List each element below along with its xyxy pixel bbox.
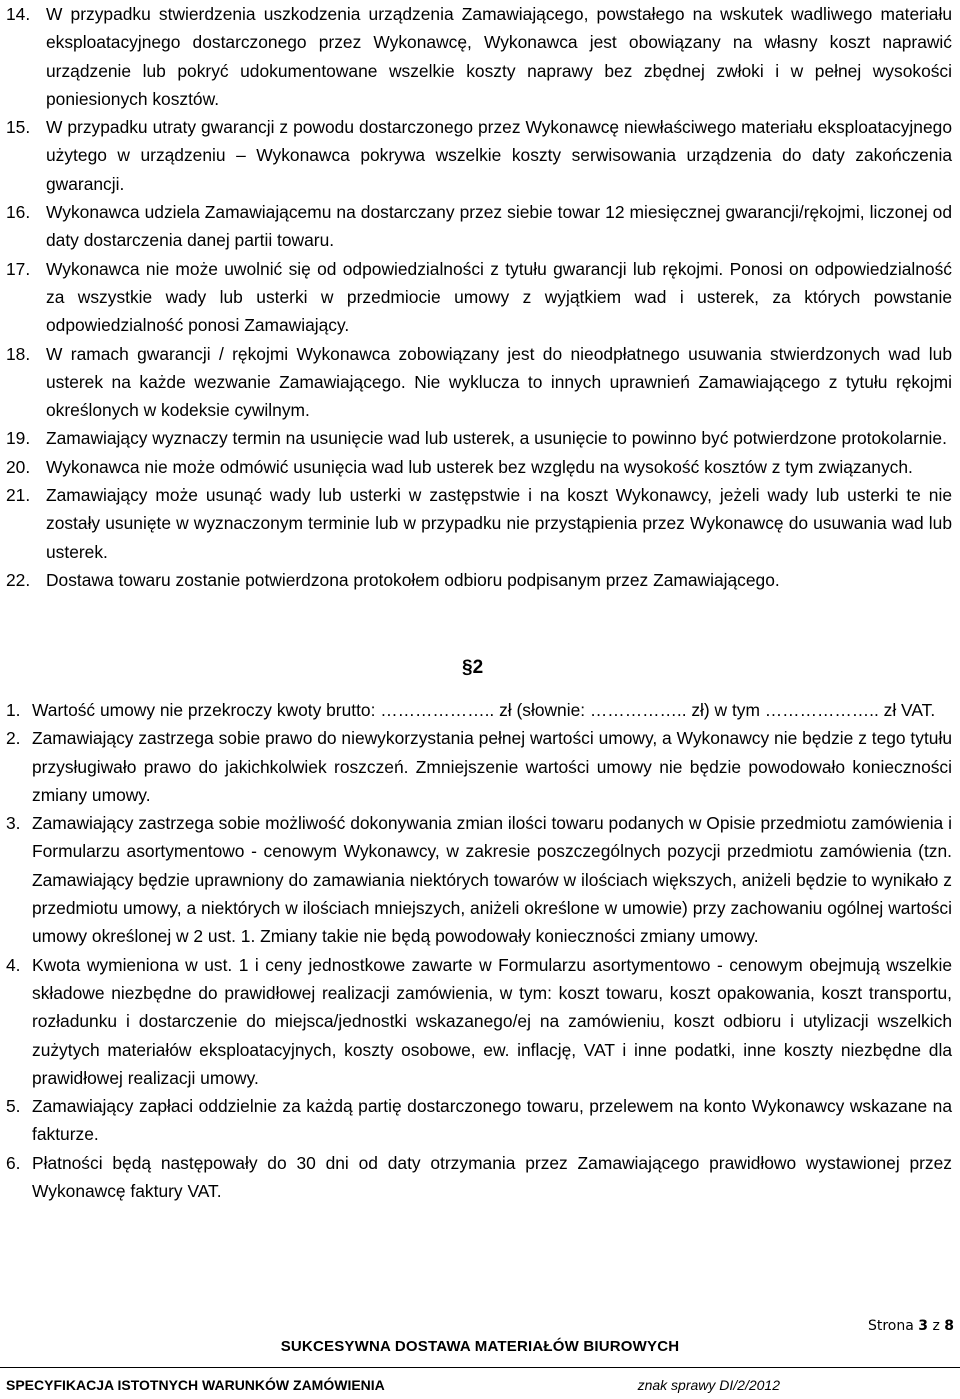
page-total: 8: [944, 1318, 954, 1334]
item-text: Wykonawca nie może uwolnić się od odpowiedzialności z tytułu gwarancji lub rękojmi. Ponosi on odpowiedzialność za wszystkie wady lub usterki w przedmiocie umowy z wyjątkiem wad i usterek, za których powstanie odpowiedzialność ponosi Zamawiający.: [46, 258, 952, 336]
case-sign: znak sprawy DI/2/2012: [637, 1377, 780, 1393]
item-number: 15.: [6, 117, 31, 138]
item-text: Zamawiający może usunąć wady lub usterki w zastępstwie i na koszt Wykonawcy, jeżeli wady lub usterki te nie zostały usunięte w wyznaczonym terminie lub w przypadku nie przystąpienia przez Wykonawcę do usuwania wad lub usterek.: [46, 485, 952, 562]
page-separator: z: [932, 1318, 940, 1334]
footer-title: SUKCESYWNA DOSTAWA MATERIAŁÓW BIUROWYCH: [280, 1338, 680, 1355]
item-number: 19.: [6, 428, 31, 449]
item-number: 16.: [6, 202, 31, 223]
item-text: Płatności będą następowały do 30 dni od daty otrzymania przez Zamawiającego prawidłowo wystawionej przez Wykonawcę faktury VAT.: [32, 1152, 952, 1202]
item-text: Zamawiający zastrzega sobie możliwość dokonywania zmian ilości towaru podanych w Opisie przedmiotu zamówienia i Formularzu asortymentowo - cenowym Wykonawcy, w zakresie poszczególnych pozycji przedmiotu zamówienia (tzn. Zamawiający będzie uprawniony do zamawiania niektórych towarów w ilościach większych, aniżeli będzie to wynikało z przedmiotu umowy, a niektórych w ilościach mniejszych, aniżeli określone w umowie) przy zachowaniu ogólnej wartości umowy określonej w 2 ust. 1. Zmiany takie nie będą powodowały konieczności zmiany umowy.: [32, 813, 952, 947]
list-item: [6, 424, 952, 452]
list-item: [6, 0, 952, 113]
list-item: [6, 1092, 952, 1149]
page-number: [868, 1318, 954, 1334]
item-text: W ramach gwarancji / rękojmi Wykonawca zobowiązany jest do nieodpłatnego usuwania stwierdzonych wad lub usterek na każde wezwanie Zamawiającego. Nie wyklucza to innych uprawnień Zamawiającego z tytułu rękojmi określonych w kodeksie cywilnym.: [46, 343, 952, 421]
page-current: 3: [918, 1318, 928, 1334]
footer-spec: SPECYFIKACJA ISTOTNYCH WARUNKÓW ZAMÓWIENIA: [6, 1377, 385, 1393]
list-item: [6, 453, 952, 481]
item-number: 6.: [6, 1152, 21, 1173]
item-number: 1.: [6, 700, 21, 720]
item-text: Zamawiający zapłaci oddzielnie za każdą partię dostarczonego towaru, przelewem na konto Wykonawcy wskazane na fakturze.: [32, 1096, 952, 1145]
section-heading: §2: [462, 657, 484, 678]
item-text: Kwota wymieniona w ust. 1 i ceny jednostkowe zawarte w Formularzu asortymentowo - cenowym obejmują wszelkie składowe niezbędne do prawidłowej realizacji zamówienia, w tym: koszt towaru, koszt opakowania, koszt transportu, rozładunku i dostarczenie do miejsca/jednostki wskazanego/ej na zamówieniu, koszt odbioru i utylizacji wszelkich zużytych materiałów eksploatacyjnych, koszty osobowe, ew. inflację, VAT i inne podatki, inne koszty niezbędne dla prawidłowej realizacji umowy.: [32, 954, 952, 1088]
page-label: Strona: [867, 1318, 914, 1334]
list-item: [6, 113, 952, 198]
list-item: [6, 481, 952, 566]
item-number: 20.: [6, 456, 31, 477]
item-number: 21.: [6, 485, 31, 506]
list-item: [6, 809, 952, 950]
list-item: [6, 198, 952, 255]
item-text: Wykonawca udziela Zamawiającemu na dostarczany przez siebie towar 12 miesięcznej gwarancji/rękojmi, liczonej od daty dostarczenia danej partii towaru.: [46, 202, 952, 251]
item-number: 22.: [6, 569, 31, 590]
item-text: Wartość umowy nie przekroczy kwoty brutto: ……………….. zł (słownie: …………….. zł) w tym ……………….. zł VAT.: [32, 700, 936, 720]
item-number: 17.: [6, 258, 31, 279]
list-item: [6, 566, 952, 594]
item-text: Wykonawca nie może odmówić usunięcia wad lub usterek bez względu na wysokość kosztów z tym związanych.: [46, 456, 913, 477]
footer-divider: [0, 1367, 960, 1368]
list-item: [6, 1149, 952, 1206]
item-number: 2.: [6, 728, 21, 749]
item-text: Zamawiający zastrzega sobie prawo do niewykorzystania pełnej wartości umowy, a Wykonawcy nie będzie z tego tytułu przysługiwało prawo do jakichkolwiek roszczeń. Zmniejszenie wartości umowy nie będzie powodowało konieczności zmiany umowy.: [32, 728, 952, 805]
list-item: [6, 951, 952, 1092]
item-number: 3.: [6, 813, 21, 834]
list-item: [6, 340, 952, 425]
item-text: Dostawa towaru zostanie potwierdzona protokołem odbioru podpisanym przez Zamawiającego.: [46, 569, 780, 590]
section1-list: [6, 0, 952, 594]
item-number: 18.: [6, 343, 31, 364]
item-text: W przypadku utraty gwarancji z powodu dostarczonego przez Wykonawcę niewłaściwego materiału eksploatacyjnego użytego w urządzeniu – Wykonawca pokrywa wszelkie koszty serwisowania urządzenia do daty zakończenia gwarancji.: [46, 117, 952, 194]
item-text: Zamawiający wyznaczy termin na usunięcie wad lub usterek, a usunięcie to powinno być potwierdzone protokolarnie.: [46, 428, 947, 449]
list-item: [6, 724, 952, 809]
section2-list: [6, 696, 952, 1205]
item-text: W przypadku stwierdzenia uszkodzenia urządzenia Zamawiającego, powstałego na wskutek wadliwego materiału eksploatacyjnego dostarczonego przez Wykonawcę, Wykonawca jest obowiązany na własny koszt naprawić urządzenie lub pokryć udokumentowane wszelkie koszty naprawy bez zbędnej zwłoki i w pełnej wysokości poniesionych kosztów.: [46, 4, 952, 109]
list-item: [6, 696, 952, 724]
item-number: 5.: [6, 1096, 21, 1117]
item-number: 14.: [6, 4, 31, 24]
item-number: 4.: [6, 954, 21, 975]
list-item: [6, 255, 952, 340]
